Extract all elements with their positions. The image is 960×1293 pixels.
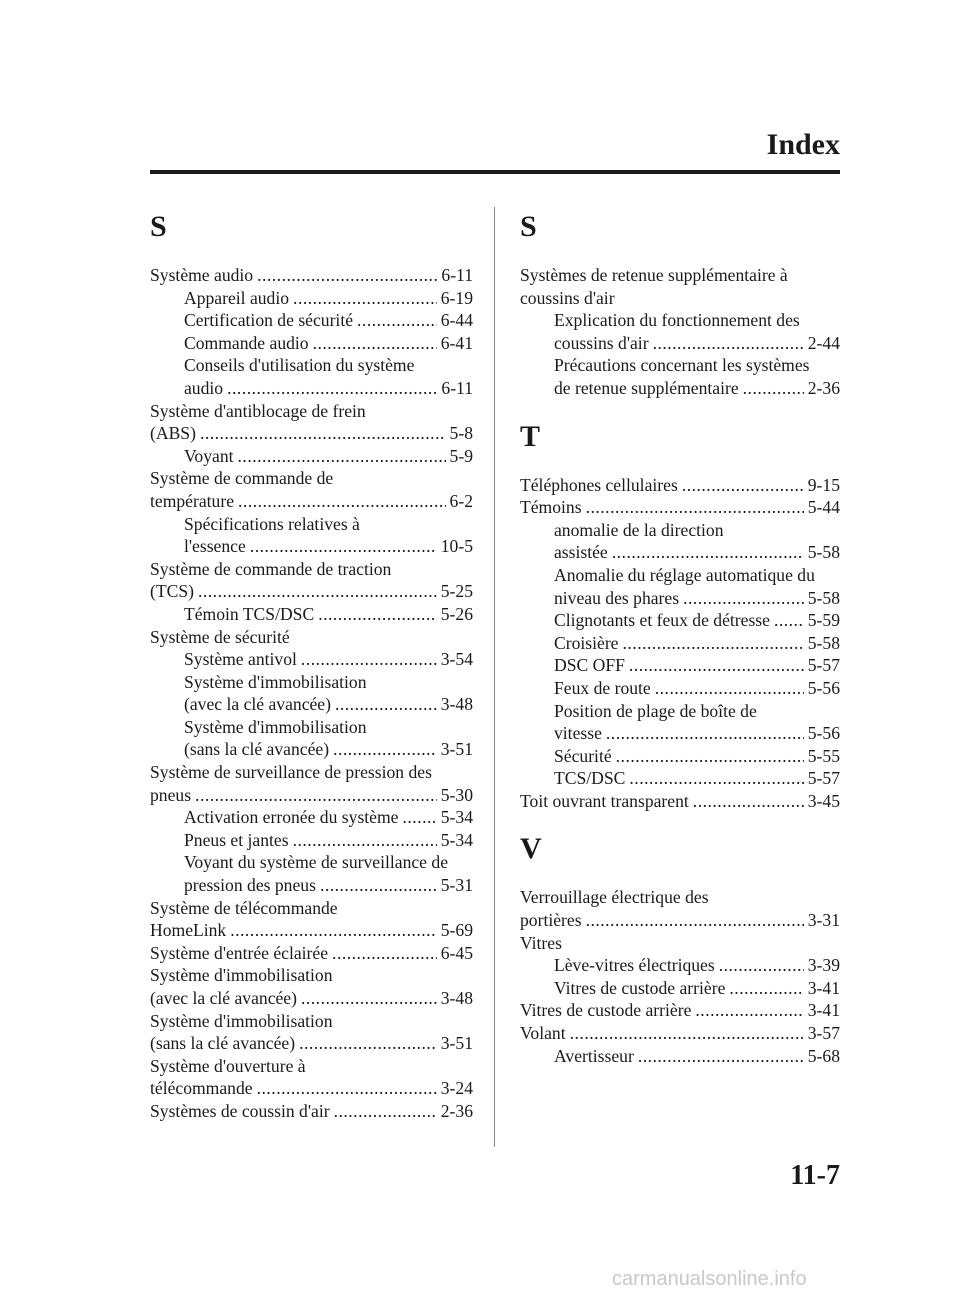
index-entry bbox=[150, 1032, 473, 1055]
dot-leader bbox=[333, 738, 437, 761]
page-ref: 3-39 bbox=[807, 955, 840, 976]
section-letter: S bbox=[150, 210, 167, 243]
page-ref: 5-31 bbox=[440, 875, 473, 896]
index-subentry bbox=[150, 535, 473, 558]
dot-leader bbox=[586, 909, 804, 932]
index-subentry-line: Précautions concernant les systèmes bbox=[554, 355, 810, 376]
page-ref: 6-41 bbox=[440, 332, 473, 353]
dot-leader bbox=[238, 445, 446, 468]
page-ref: 6-45 bbox=[440, 942, 473, 963]
dot-leader bbox=[729, 977, 803, 1000]
entry-text: Feux de route bbox=[554, 677, 651, 698]
page-ref: 5-56 bbox=[807, 723, 840, 744]
page-ref: 3-51 bbox=[440, 1033, 473, 1054]
page-ref: 5-56 bbox=[807, 677, 840, 698]
page-ref: 3-45 bbox=[807, 790, 840, 811]
entry-text: pneus bbox=[150, 784, 192, 805]
index-entry bbox=[150, 264, 473, 287]
index-entry bbox=[150, 490, 473, 513]
index-subentry bbox=[520, 377, 840, 400]
index-entry-line: Système de télécommande bbox=[150, 897, 338, 918]
entry-text: Vitres de custode arrière bbox=[520, 1000, 692, 1021]
index-column-right bbox=[520, 210, 840, 1067]
dot-leader bbox=[198, 580, 437, 603]
index-subentry-line: Conseils d'utilisation du système bbox=[184, 355, 415, 376]
index-subentry-line: Anomalie du réglage automatique du bbox=[554, 564, 815, 585]
page-ref: 2-36 bbox=[807, 377, 840, 398]
index-entry-line: Système d'immobilisation bbox=[150, 965, 333, 986]
index-entry bbox=[520, 474, 840, 497]
index-entry bbox=[520, 909, 840, 932]
entry-text: vitesse bbox=[554, 723, 602, 744]
index-subentry bbox=[150, 648, 473, 671]
page-number: 11-7 bbox=[790, 1160, 840, 1191]
index-subentry-line: Position de plage de boîte de bbox=[554, 700, 757, 721]
entry-text: Système antivol bbox=[184, 649, 297, 670]
dot-leader bbox=[612, 541, 804, 564]
entry-text: Voyant bbox=[184, 445, 234, 466]
entry-text: Appareil audio bbox=[184, 287, 290, 308]
entry-text: Avertisseur bbox=[554, 1045, 634, 1066]
entry-text: (sans la clé avancée) bbox=[184, 739, 330, 760]
index-entry bbox=[520, 1022, 840, 1045]
entry-text: Témoins bbox=[520, 497, 582, 518]
index-subentry bbox=[520, 1045, 840, 1068]
index-column-left bbox=[150, 210, 473, 1123]
section-letter: T bbox=[520, 419, 541, 453]
page-ref: 5-58 bbox=[807, 587, 840, 608]
index-subentry bbox=[520, 587, 840, 610]
index-entry-line: Verrouillage électrique des bbox=[520, 887, 709, 908]
index-subentry-line: Voyant du système de surveillance de bbox=[184, 852, 448, 873]
entry-text: Systèmes de coussin d'air bbox=[150, 1100, 330, 1121]
entry-text: Système d'entrée éclairée bbox=[150, 942, 329, 963]
entry-text: (sans la clé avancée) bbox=[150, 1033, 296, 1054]
page-ref: 2-36 bbox=[440, 1100, 473, 1121]
page-ref: 3-48 bbox=[440, 694, 473, 715]
dot-leader bbox=[250, 535, 437, 558]
page-ref: 5-68 bbox=[807, 1045, 840, 1066]
index-entry bbox=[520, 999, 840, 1022]
column-divider bbox=[494, 207, 495, 1147]
page-ref: 6-19 bbox=[440, 287, 473, 308]
page-ref: 3-57 bbox=[807, 1023, 840, 1044]
page-ref: 3-54 bbox=[440, 649, 473, 670]
page-ref: 5-30 bbox=[440, 784, 473, 805]
index-subentry bbox=[520, 722, 840, 745]
dot-leader bbox=[774, 609, 804, 632]
page-ref: 5-55 bbox=[807, 745, 840, 766]
dot-leader bbox=[623, 632, 804, 655]
dot-leader bbox=[719, 954, 804, 977]
index-entry bbox=[520, 496, 840, 519]
entry-text: Clignotants et feux de détresse bbox=[554, 610, 770, 631]
dot-leader bbox=[334, 1100, 437, 1123]
index-subentry bbox=[520, 767, 840, 790]
entry-text: Pneus et jantes bbox=[184, 829, 289, 850]
dot-leader bbox=[586, 496, 804, 519]
page-ref: 5-8 bbox=[449, 423, 473, 444]
entry-text: pression des pneus bbox=[184, 875, 316, 896]
entry-text: (TCS) bbox=[150, 581, 194, 602]
dot-leader bbox=[402, 806, 436, 829]
index-subentry bbox=[520, 632, 840, 655]
dot-leader bbox=[257, 1077, 437, 1100]
page-ref: 3-51 bbox=[440, 739, 473, 760]
entry-text: assistée bbox=[554, 542, 608, 563]
index-subentry bbox=[150, 287, 473, 310]
entry-text: température bbox=[150, 490, 235, 511]
page-ref: 5-34 bbox=[440, 807, 473, 828]
index-entry-line: Système de sécurité bbox=[150, 626, 290, 647]
index-subentry bbox=[520, 977, 840, 1000]
dot-leader bbox=[335, 693, 437, 716]
entry-text: Système audio bbox=[150, 265, 254, 285]
page-ref: 5-59 bbox=[807, 610, 840, 631]
section-letter: S bbox=[520, 210, 537, 243]
dot-leader bbox=[332, 942, 437, 965]
entry-text: Certification de sécurité bbox=[184, 310, 354, 331]
index-subentry bbox=[150, 806, 473, 829]
page-ref: 2-44 bbox=[807, 332, 840, 353]
page-ref: 3-41 bbox=[807, 977, 840, 998]
index-subentry bbox=[520, 332, 840, 355]
index-subentry bbox=[520, 954, 840, 977]
index-entry bbox=[150, 1077, 473, 1100]
entry-text: TCS/DSC bbox=[554, 768, 626, 789]
page-ref: 5-69 bbox=[440, 920, 473, 941]
page-ref: 6-11 bbox=[441, 265, 473, 285]
dot-leader bbox=[200, 422, 446, 445]
index-subentry bbox=[520, 609, 840, 632]
index-entry-line: Système de commande de traction bbox=[150, 558, 392, 579]
dot-leader bbox=[743, 377, 804, 400]
dot-leader bbox=[227, 377, 437, 400]
index-subentry-line: Spécifications relatives à bbox=[184, 513, 360, 534]
dot-leader bbox=[320, 874, 437, 897]
entry-text: Croisière bbox=[554, 632, 619, 653]
index-entry-line: Systèmes de retenue supplémentaire à bbox=[520, 265, 788, 285]
index-entry-line: coussins d'air bbox=[520, 287, 615, 308]
dot-leader bbox=[238, 490, 446, 513]
index-subentry-line: Explication du fonctionnement des bbox=[554, 310, 800, 331]
page-ref: 9-15 bbox=[807, 474, 840, 495]
index-entry-line: Vitres bbox=[520, 932, 562, 953]
entry-text: audio bbox=[184, 377, 224, 398]
page-ref: 10-5 bbox=[440, 536, 473, 557]
index-subentry bbox=[150, 445, 473, 468]
page-ref: 5-58 bbox=[807, 632, 840, 653]
index-entry bbox=[150, 580, 473, 603]
dot-leader bbox=[293, 829, 437, 852]
dot-leader bbox=[230, 919, 437, 942]
entry-text: Toit ouvrant transparent bbox=[520, 790, 689, 811]
page-ref: 5-25 bbox=[440, 581, 473, 602]
index-subentry-line: Système d'immobilisation bbox=[184, 716, 367, 737]
entry-text: (ABS) bbox=[150, 423, 196, 444]
dot-leader bbox=[629, 767, 803, 790]
dot-leader bbox=[318, 603, 437, 626]
index-entry bbox=[150, 942, 473, 965]
page-ref: 5-44 bbox=[807, 497, 840, 518]
watermark: carmanualsonline.info bbox=[612, 1268, 807, 1290]
header-rule bbox=[150, 170, 840, 174]
dot-leader bbox=[616, 745, 804, 768]
index-subentry bbox=[520, 541, 840, 564]
index-subentry-line: Système d'immobilisation bbox=[184, 671, 367, 692]
dot-leader bbox=[682, 474, 804, 497]
page-ref: 5-57 bbox=[807, 655, 840, 676]
index-subentry bbox=[520, 745, 840, 768]
index-subentry bbox=[150, 693, 473, 716]
dot-leader bbox=[301, 648, 437, 671]
entry-text: Sécurité bbox=[554, 745, 612, 766]
entry-text: Volant bbox=[520, 1023, 566, 1044]
dot-leader bbox=[313, 332, 437, 355]
index-subentry bbox=[150, 829, 473, 852]
index-subentry bbox=[150, 603, 473, 626]
dot-leader bbox=[653, 332, 804, 355]
entry-text: Commande audio bbox=[184, 332, 309, 353]
section-letter: V bbox=[520, 832, 542, 866]
page-title: Index bbox=[766, 128, 840, 161]
index-subentry bbox=[520, 654, 840, 677]
entry-text: Téléphones cellulaires bbox=[520, 474, 678, 495]
dot-leader bbox=[629, 654, 804, 677]
dot-leader bbox=[638, 1045, 804, 1068]
entry-text: (avec la clé avancée) bbox=[184, 694, 331, 715]
index-entry-line: Système d'immobilisation bbox=[150, 1010, 333, 1031]
page-ref: 5-58 bbox=[807, 542, 840, 563]
dot-leader bbox=[299, 1032, 437, 1055]
page-ref: 3-48 bbox=[440, 988, 473, 1008]
index-subentry bbox=[150, 332, 473, 355]
entry-text: télécommande bbox=[150, 1078, 253, 1099]
entry-text: de retenue supplémentaire bbox=[554, 377, 739, 398]
index-subentry bbox=[150, 309, 473, 332]
page-ref: 6-2 bbox=[449, 490, 473, 511]
dot-leader bbox=[357, 309, 437, 332]
index-entry bbox=[150, 422, 473, 445]
page-ref: 5-26 bbox=[440, 603, 473, 624]
dot-leader bbox=[257, 264, 437, 287]
entry-text: niveau des phares bbox=[554, 587, 680, 608]
index-entry bbox=[150, 919, 473, 942]
dot-leader bbox=[683, 587, 804, 610]
dot-leader bbox=[570, 1022, 804, 1045]
entry-text: DSC OFF bbox=[554, 655, 625, 676]
index-subentry bbox=[150, 874, 473, 897]
entry-text: portières bbox=[520, 910, 582, 931]
index-entry bbox=[150, 1100, 473, 1123]
dot-leader bbox=[693, 790, 804, 813]
dot-leader bbox=[695, 999, 803, 1022]
index-entry bbox=[150, 784, 473, 807]
index-entry bbox=[520, 790, 840, 813]
index-subentry bbox=[150, 377, 473, 400]
dot-leader bbox=[293, 287, 437, 310]
page-ref: 6-11 bbox=[441, 377, 473, 398]
entry-text: Lève-vitres électriques bbox=[554, 955, 715, 976]
entry-text: Témoin TCS/DSC bbox=[184, 603, 315, 624]
page-ref: 3-24 bbox=[440, 1078, 473, 1099]
page-ref: 3-41 bbox=[807, 1000, 840, 1021]
entry-text: coussins d'air bbox=[554, 332, 649, 353]
dot-leader bbox=[606, 722, 804, 745]
entry-text: Activation erronée du système bbox=[184, 807, 399, 828]
index-entry-line: Système d'ouverture à bbox=[150, 1055, 306, 1076]
dot-leader bbox=[655, 677, 804, 700]
index-entry-line: Système d'antiblocage de frein bbox=[150, 400, 366, 421]
page-ref: 3-31 bbox=[807, 910, 840, 931]
page-ref: 5-34 bbox=[440, 829, 473, 850]
index-entry-line: Système de surveillance de pression des bbox=[150, 762, 432, 783]
dot-leader bbox=[301, 987, 437, 1010]
entry-text: Vitres de custode arrière bbox=[554, 977, 726, 998]
entry-text: HomeLink bbox=[150, 920, 227, 941]
entry-text: (avec la clé avancée) bbox=[150, 988, 297, 1008]
dot-leader bbox=[195, 784, 437, 807]
index-entry bbox=[150, 987, 473, 1010]
index-subentry bbox=[150, 738, 473, 761]
page-ref: 5-9 bbox=[449, 445, 473, 466]
index-subentry-line: anomalie de la direction bbox=[554, 519, 724, 540]
index-subentry bbox=[520, 677, 840, 700]
index-entry-line: Système de commande de bbox=[150, 468, 334, 489]
page-ref: 5-57 bbox=[807, 768, 840, 789]
entry-text: l'essence bbox=[184, 536, 246, 557]
page-ref: 6-44 bbox=[440, 310, 473, 331]
